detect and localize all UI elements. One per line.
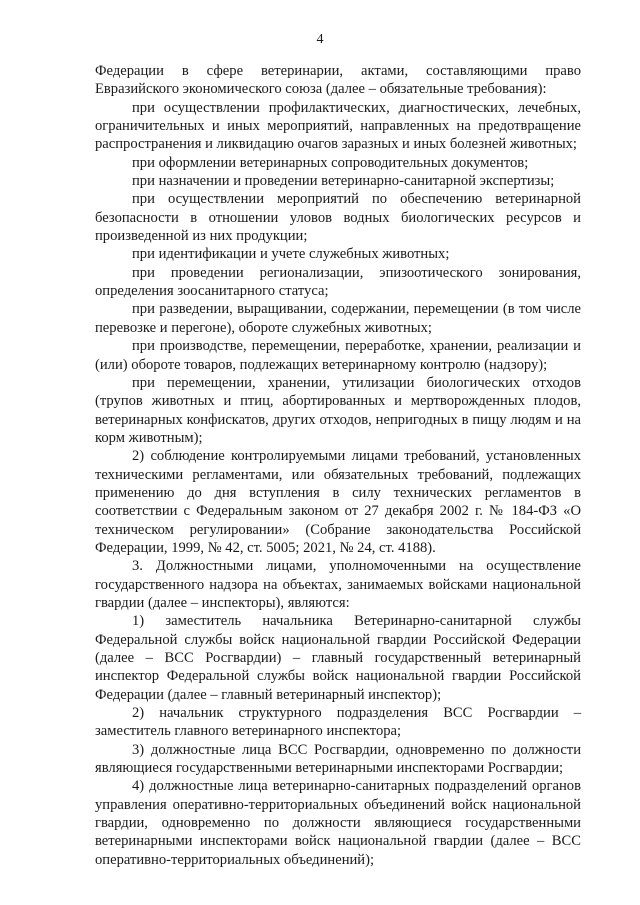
paragraph-regionalization: при проведении регионализации, эпизоотического зонирования, определения зоосанитарного статуса;	[95, 264, 581, 300]
paragraph-inspector-1: 1) заместитель начальника Ветеринарно-санитарной службы Федеральной службы войск национальной гвардии Российской Федерации (далее – ВСС Росгвардии) – главный государственный ветеринарный инспектор Федеральной службы войск национальной гвардии Российской Федерации (далее – главный ветеринарный инспектор);	[95, 613, 581, 703]
paragraph-inspector-4: 4) должностные лица ветеринарно-санитарных подразделений органов управления оперативно-территориальных объединений войск национальной гвардии, одновременно по должности являющиеся государственными ветеринарными инспекторами войск национальной гвардии (далее – ВСС оперативно-территориальных объединений);	[95, 778, 581, 868]
paragraph-goods-circulation: при производстве, перемещении, переработке, хранении, реализации и (или) обороте товаров, подлежащих ветеринарному контролю (надзору);	[95, 338, 581, 373]
paragraph-prevention-measures: при осуществлении профилактических, диагностических, лечебных, ограничительных и иных мероприятий, направленных на предотвращение распространения и ликвидацию очагов заразных и иных болезней животных;	[95, 99, 581, 153]
paragraph-animal-identification: при идентификации и учете служебных животных;	[132, 246, 450, 263]
paragraph-vet-expertise: при назначении и проведении ветеринарно-санитарной экспертизы;	[132, 173, 555, 190]
paragraph-vet-documents: при оформлении ветеринарных сопроводительных документов;	[132, 154, 529, 171]
paragraph-inspectors-intro: 3. Должностными лицами, уполномоченными на осуществление государственного надзора на объектах, занимаемых войсками национальной гвардии (далее – инспекторы), являются:	[95, 558, 581, 611]
paragraph-technical-regulations: 2) соблюдение контролируемыми лицами требований, установленных техническими регламентами, или обязательных требований, подлежащих применению до дня вступления в силу технических регламентов в соответствии с Федеральным законом от 27 декабря 2002 г. № 184-ФЗ «О техническом регулировании» (Собрание законодательства Российской Федерации, 1999, № 42, ст. 5005; 2021, № 24, ст. 4188).	[95, 448, 581, 556]
document-body	[95, 62, 581, 869]
paragraph-biological-waste: при перемещении, хранении, утилизации биологических отходов (трупов животных и птиц, абортированных и мертворожденных плодов, ветеринарных конфискатов, других отходов, непригодных в пищу людям и на корм животным);	[95, 374, 581, 446]
paragraph-animal-breeding: при разведении, выращивании, содержании, перемещении (в том числе перевозке и перегоне), обороте служебных животных;	[95, 301, 581, 336]
paragraph-inspector-3: 3) должностные лица ВСС Росгвардии, одновременно по должности являющиеся государственными ветеринарными инспекторами Росгвардии;	[95, 741, 581, 777]
paragraph-continuation: Федерации в сфере ветеринарии, актами, составляющими право Евразийского экономического союза (далее – обязательные требования):	[95, 63, 581, 98]
page-number: 4	[316, 32, 324, 47]
paragraph-inspector-2: 2) начальник структурного подразделения ВСС Росгвардии – заместитель главного ветеринарного инспектора;	[95, 705, 581, 740]
paragraph-aquatic-resources: при осуществлении мероприятий по обеспечению ветеринарной безопасности в отношении уловов водных биологических ресурсов и произведенной из них продукции;	[95, 191, 581, 245]
